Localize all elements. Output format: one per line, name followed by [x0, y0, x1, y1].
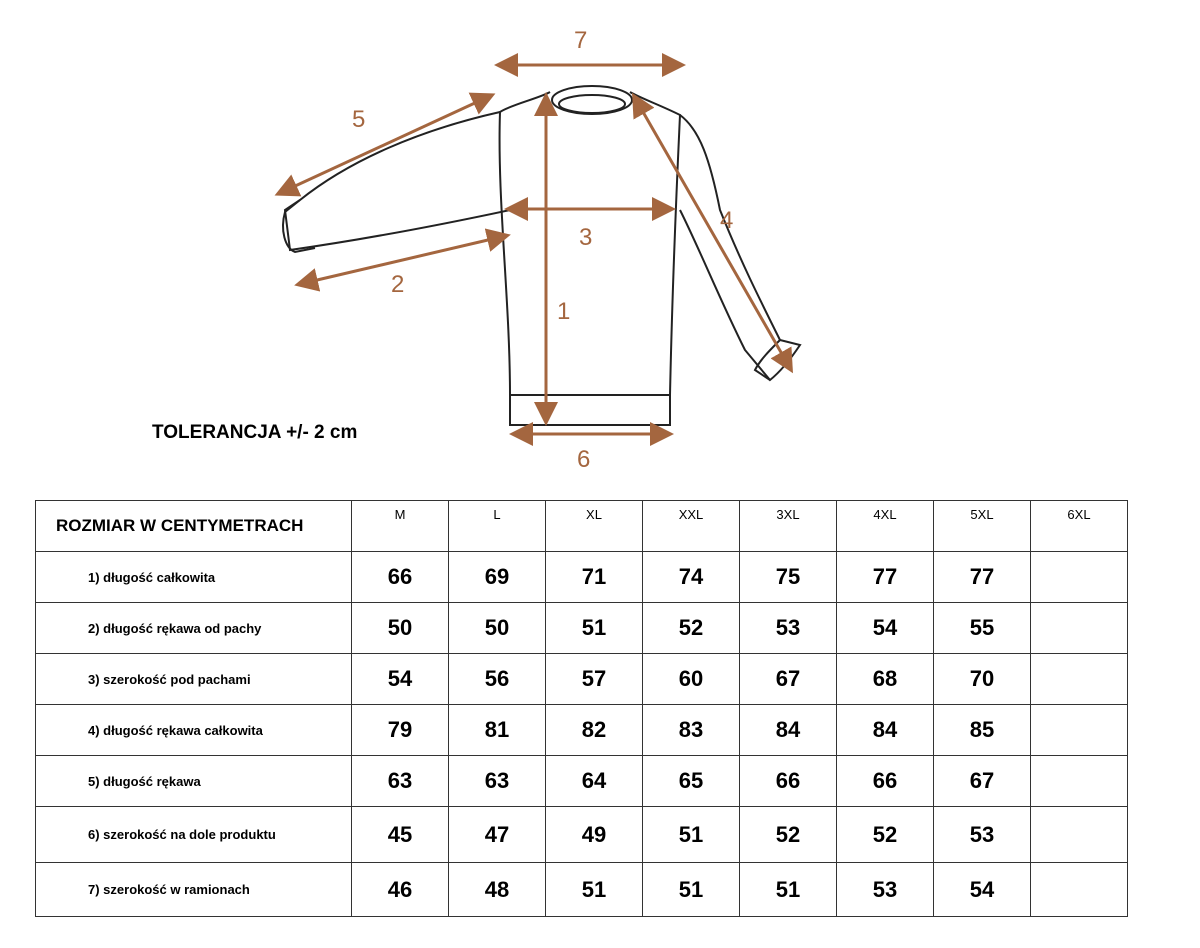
row-label: 1) długość całkowita — [36, 552, 352, 603]
table-cell: 66 — [837, 756, 934, 807]
table-cell: 70 — [934, 654, 1031, 705]
table-cell: 56 — [449, 654, 546, 705]
label-4: 4 — [720, 207, 734, 234]
table-cell: 64 — [546, 756, 643, 807]
table-cell: 52 — [740, 807, 837, 863]
table-row — [36, 654, 1128, 705]
size-header: XL — [546, 501, 643, 552]
size-header: 4XL — [837, 501, 934, 552]
table-row — [36, 756, 1128, 807]
table-cell: 60 — [643, 654, 740, 705]
table-cell: 83 — [643, 705, 740, 756]
label-2: 2 — [391, 271, 405, 298]
table-cell: 67 — [740, 654, 837, 705]
table-cell: 47 — [449, 807, 546, 863]
table-cell: 53 — [740, 603, 837, 654]
table-cell — [1031, 552, 1128, 603]
table-cell: 51 — [546, 603, 643, 654]
table-cell: 53 — [837, 863, 934, 917]
garment-outline — [283, 86, 800, 425]
table-cell: 84 — [837, 705, 934, 756]
row-label: 6) szerokość na dole produktu — [36, 807, 352, 863]
row-label: 5) długość rękawa — [36, 756, 352, 807]
table-cell: 71 — [546, 552, 643, 603]
table-cell: 74 — [643, 552, 740, 603]
table-row — [36, 603, 1128, 654]
table-row — [36, 552, 1128, 603]
table-cell: 66 — [740, 756, 837, 807]
table-cell: 66 — [352, 552, 449, 603]
label-6: 6 — [577, 446, 591, 473]
table-cell: 52 — [837, 807, 934, 863]
table-cell: 52 — [643, 603, 740, 654]
size-header: 3XL — [740, 501, 837, 552]
label-5: 5 — [352, 106, 366, 133]
table-cell: 51 — [740, 863, 837, 917]
table-cell — [1031, 756, 1128, 807]
table-cell: 51 — [643, 807, 740, 863]
table-cell: 46 — [352, 863, 449, 917]
table-cell: 50 — [352, 603, 449, 654]
row-label: 3) szerokość pod pachami — [36, 654, 352, 705]
table-row — [36, 807, 1128, 863]
table-cell: 77 — [934, 552, 1031, 603]
row-label: 4) długość rękawa całkowita — [36, 705, 352, 756]
table-cell — [1031, 807, 1128, 863]
size-header: 5XL — [934, 501, 1031, 552]
table-cell: 68 — [837, 654, 934, 705]
table-cell: 85 — [934, 705, 1031, 756]
table-cell: 53 — [934, 807, 1031, 863]
table-cell: 79 — [352, 705, 449, 756]
table-cell: 65 — [643, 756, 740, 807]
table-cell — [1031, 654, 1128, 705]
table-title: ROZMIAR W CENTYMETRACH — [36, 501, 352, 552]
table-row — [36, 863, 1128, 917]
table-cell: 54 — [352, 654, 449, 705]
tolerance-note: TOLERANCJA +/- 2 cm — [152, 422, 358, 443]
table-cell: 51 — [643, 863, 740, 917]
table-row — [36, 705, 1128, 756]
size-header: XXL — [643, 501, 740, 552]
table-cell: 55 — [934, 603, 1031, 654]
label-1: 1 — [557, 298, 571, 325]
table-cell: 84 — [740, 705, 837, 756]
table-cell: 75 — [740, 552, 837, 603]
table-cell: 54 — [934, 863, 1031, 917]
table-cell: 51 — [546, 863, 643, 917]
size-header: M — [352, 501, 449, 552]
table-cell: 63 — [352, 756, 449, 807]
row-label: 7) szerokość w ramionach — [36, 863, 352, 917]
size-table — [35, 500, 1128, 917]
label-7: 7 — [574, 27, 588, 54]
table-cell: 50 — [449, 603, 546, 654]
table-cell: 81 — [449, 705, 546, 756]
table-cell: 45 — [352, 807, 449, 863]
table-cell — [1031, 863, 1128, 917]
arrow-sleeve-length — [280, 96, 490, 193]
table-cell: 69 — [449, 552, 546, 603]
table-cell: 77 — [837, 552, 934, 603]
table-cell: 54 — [837, 603, 934, 654]
table-cell: 82 — [546, 705, 643, 756]
row-label: 2) długość rękawa od pachy — [36, 603, 352, 654]
table-cell — [1031, 603, 1128, 654]
table-cell — [1031, 705, 1128, 756]
size-header: 6XL — [1031, 501, 1128, 552]
label-3: 3 — [579, 224, 593, 251]
header-row — [36, 501, 1128, 552]
table-cell: 57 — [546, 654, 643, 705]
table-cell: 48 — [449, 863, 546, 917]
size-header: L — [449, 501, 546, 552]
arrow-full-sleeve — [635, 98, 790, 368]
table-cell: 49 — [546, 807, 643, 863]
table-cell: 63 — [449, 756, 546, 807]
table-cell: 67 — [934, 756, 1031, 807]
